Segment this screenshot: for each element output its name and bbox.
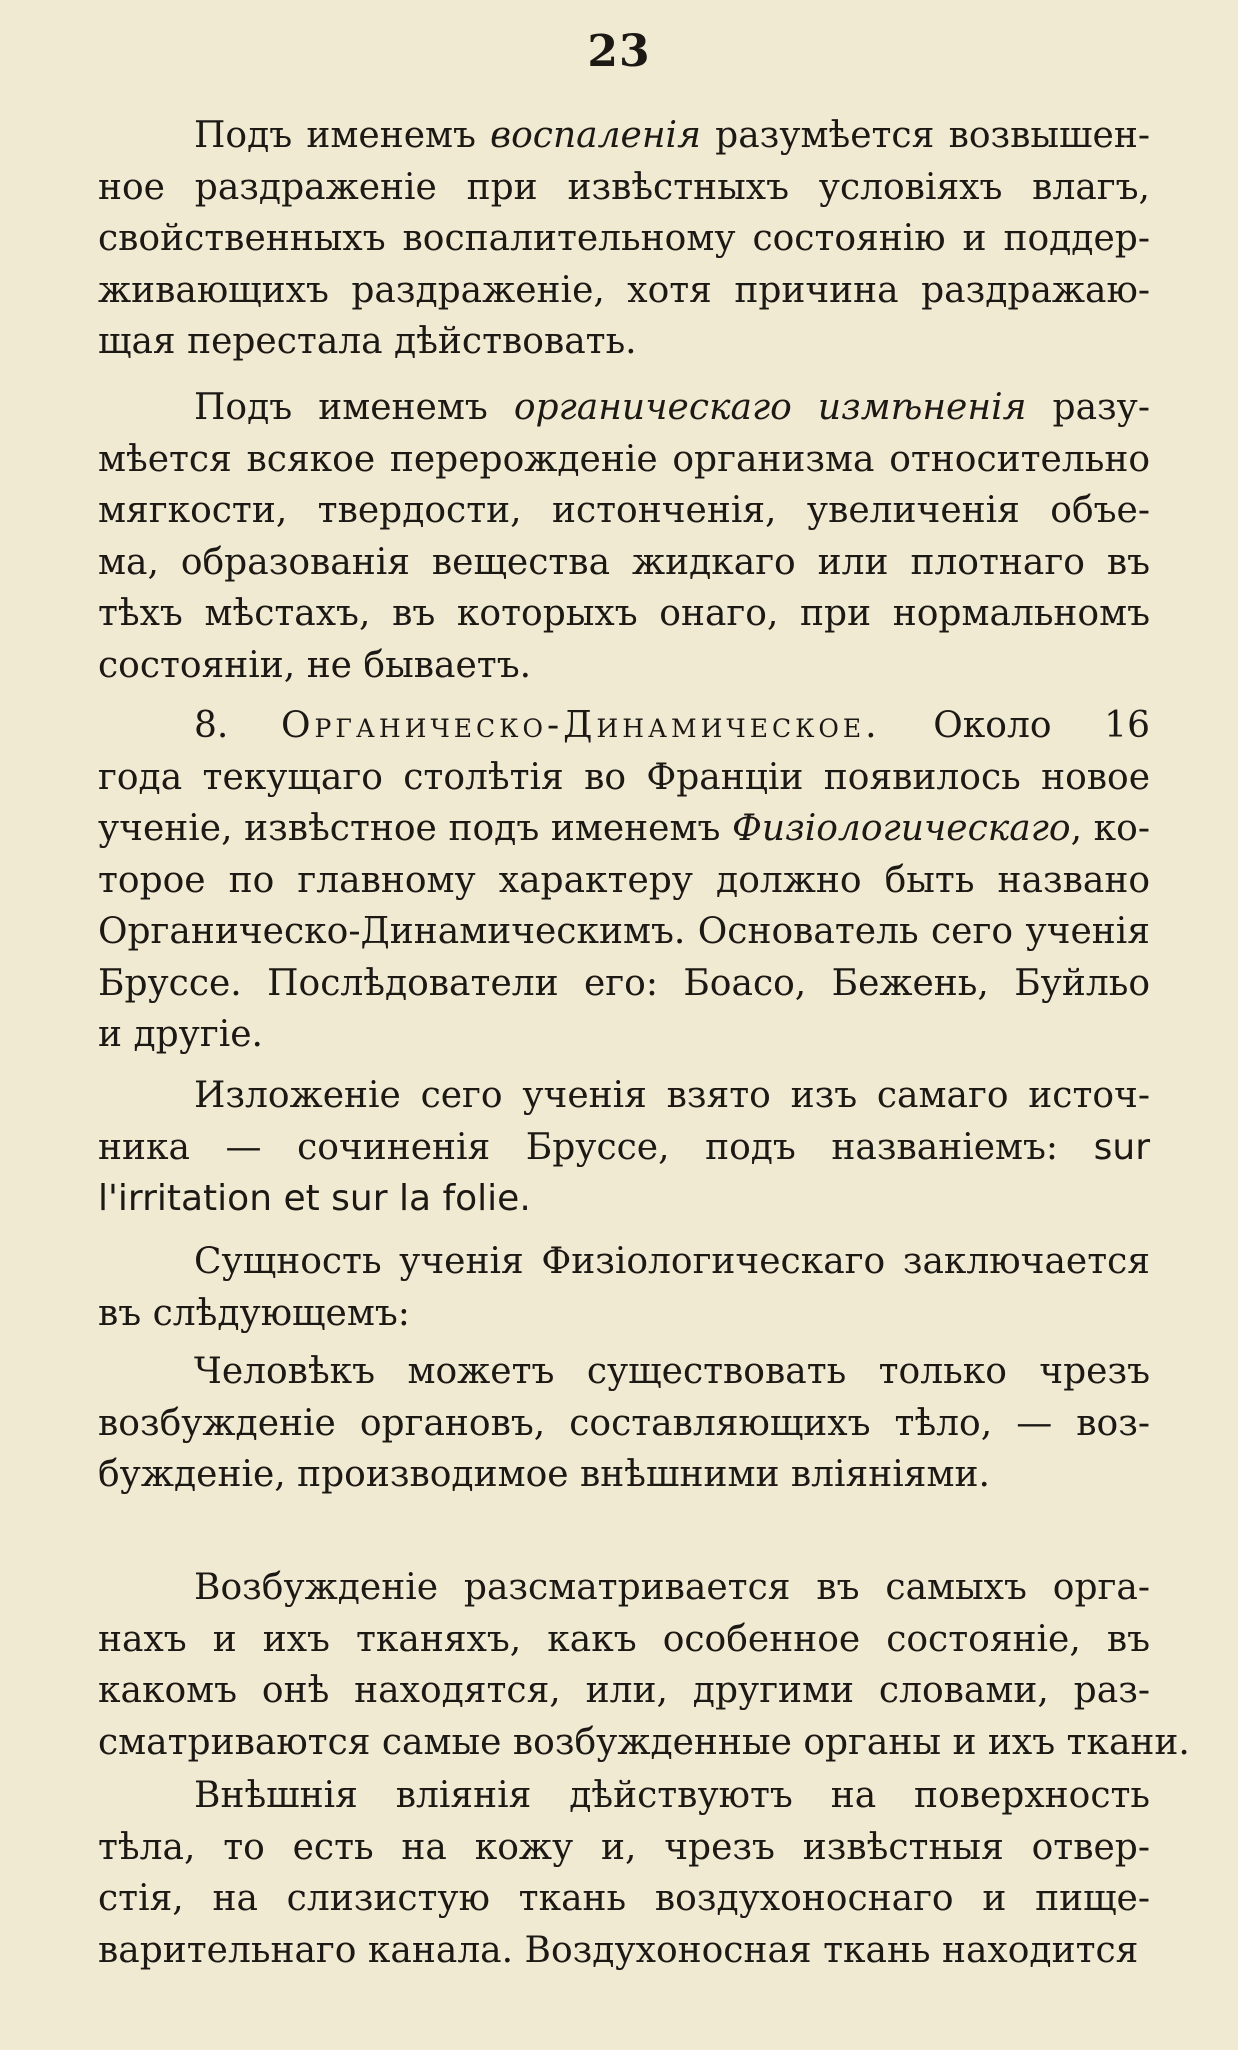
- text-run: мягкости, твердости, истонченія, увеличенія объе-: [98, 490, 1150, 531]
- text-run: 8.: [194, 705, 282, 746]
- text-line: [98, 1770, 1150, 1822]
- text-line: [98, 110, 1150, 162]
- text-run: тѣхъ мѣстахъ, въ которыхъ онаго, при нормальномъ: [98, 593, 1150, 634]
- text-run: возбужденіе органовъ, составляющихъ тѣло, — воз-: [98, 1402, 1150, 1444]
- text-line: [98, 1873, 1150, 1925]
- text-line: [98, 1288, 1150, 1340]
- text-run: разумѣется возвышен-: [700, 115, 1150, 156]
- text-line: [98, 700, 1150, 752]
- text-line: [98, 1925, 1150, 1977]
- text-line: [98, 162, 1150, 214]
- text-run: Человѣкъ можетъ существовать только чрезъ: [194, 1351, 1150, 1392]
- text-line: [98, 1122, 1150, 1174]
- text-line: [98, 1236, 1150, 1288]
- text-line: [98, 316, 1150, 368]
- text-run: тѣла, то есть на кожу и, чрезъ извѣстныя отвер-: [98, 1826, 1150, 1868]
- text-line: [98, 1009, 1150, 1061]
- text-line: [98, 1346, 1150, 1398]
- text-run: Внѣшнія вліянія дѣйствуютъ на поверхность: [194, 1775, 1150, 1816]
- text-line: [98, 1070, 1150, 1122]
- latin-title: l'irritation et sur la folie.: [98, 1178, 531, 1219]
- text-run: Около 16: [880, 705, 1150, 746]
- text-line: [98, 1173, 1150, 1225]
- text-line: [98, 803, 1150, 855]
- italic-term: органическаго измѣненія: [513, 387, 1027, 428]
- italic-term: Физіологическаго: [732, 808, 1071, 849]
- text-run: состояніи, не бываетъ.: [98, 644, 532, 686]
- paragraph-source-broussais: [98, 1070, 1150, 1225]
- text-run: какомъ онѣ находятся, или, другими словами, раз-: [98, 1670, 1150, 1711]
- text-run: нахъ и ихъ тканяхъ, какъ особенное состояніе, въ: [98, 1618, 1150, 1660]
- paragraph-external-influences: [98, 1770, 1150, 1976]
- paragraph-excitation-of-organs: [98, 1346, 1150, 1501]
- paragraph-organic-dynamic-doctrine: [98, 700, 1150, 1061]
- text-run: , ко-: [1070, 808, 1150, 849]
- section-heading: Органическо-Динамическое.: [281, 705, 881, 746]
- text-run: Возбужденіе разсматривается въ самыхъ орга-: [194, 1567, 1150, 1608]
- text-line: [98, 588, 1150, 640]
- text-line: [98, 537, 1150, 589]
- text-line: [98, 1717, 1190, 1769]
- text-run: Подъ именемъ: [194, 115, 491, 156]
- text-run: и другіе.: [98, 1014, 263, 1055]
- text-run: ника — сочиненія Бруссе, подъ названіемъ:: [98, 1126, 1094, 1168]
- text-run: бужденіе, производимое внѣшними вліяніями.: [98, 1454, 990, 1495]
- text-run: ученіе, извѣстное подъ именемъ: [98, 808, 733, 849]
- text-line: [98, 265, 1150, 317]
- text-run: разу-: [1026, 387, 1151, 428]
- text-run: года текущаго столѣтія во Франціи появилось новое: [98, 756, 1150, 798]
- text-line: [98, 640, 1150, 692]
- paragraph-essence-intro: [98, 1236, 1150, 1339]
- text-line: [98, 382, 1150, 434]
- text-run: сматриваются самые возбужденные органы и ихъ ткани.: [98, 1721, 1190, 1763]
- text-line: [98, 213, 1150, 265]
- text-line: [98, 1665, 1150, 1717]
- text-run: Бруссе. Послѣдователи его: Боасо, Бежень, Буйльо: [98, 962, 1150, 1004]
- text-run: мѣется всякое перерожденіе организма относительно: [98, 438, 1150, 480]
- text-line: [98, 434, 1150, 486]
- text-run: ма, образованія вещества жидкаго или плотнаго въ: [98, 541, 1150, 583]
- text-run: свойственныхъ воспалительному состоянію и поддер-: [98, 218, 1150, 259]
- text-run: щая перестала дѣйствовать.: [98, 321, 637, 362]
- text-run: живающихъ раздраженіе, хотя причина раздражаю-: [98, 269, 1150, 311]
- text-run: Органическо-Динамическимъ. Основатель сего ученія: [98, 911, 1150, 952]
- italic-term: воспаленія: [490, 115, 701, 156]
- text-line: [98, 958, 1150, 1010]
- text-run: Подъ именемъ: [194, 387, 514, 428]
- text-line: [98, 1822, 1150, 1874]
- text-line: [98, 906, 1150, 958]
- text-line: [98, 855, 1150, 907]
- text-run: торое по главному характеру должно быть названо: [98, 859, 1150, 901]
- text-line: [98, 1562, 1150, 1614]
- text-line: [98, 752, 1150, 804]
- latin-title: sur: [1093, 1126, 1150, 1168]
- text-line: [98, 1614, 1150, 1666]
- text-run: стія, на слизистую ткань воздухоноснаго и пище-: [98, 1878, 1150, 1919]
- text-line: [98, 1449, 1150, 1501]
- text-run: Сущность ученія Физіологическаго заключается: [194, 1241, 1150, 1282]
- text-run: въ слѣдующемъ:: [98, 1292, 410, 1334]
- paragraph-inflammation-definition: [98, 110, 1150, 368]
- paragraph-organic-change-definition: [98, 382, 1150, 691]
- text-run: варительнаго канала. Воздухоносная ткань находится: [98, 1929, 1139, 1971]
- text-line: [98, 1398, 1150, 1450]
- text-run: Изложеніе сего ученія взято изъ самаго источ-: [194, 1075, 1150, 1116]
- text-line: [98, 485, 1150, 537]
- text-run: ное раздраженіе при извѣстныхъ условіяхъ влагъ,: [98, 166, 1150, 208]
- paragraph-excitation-in-tissues: [98, 1562, 1190, 1768]
- page-number: 23: [587, 26, 651, 77]
